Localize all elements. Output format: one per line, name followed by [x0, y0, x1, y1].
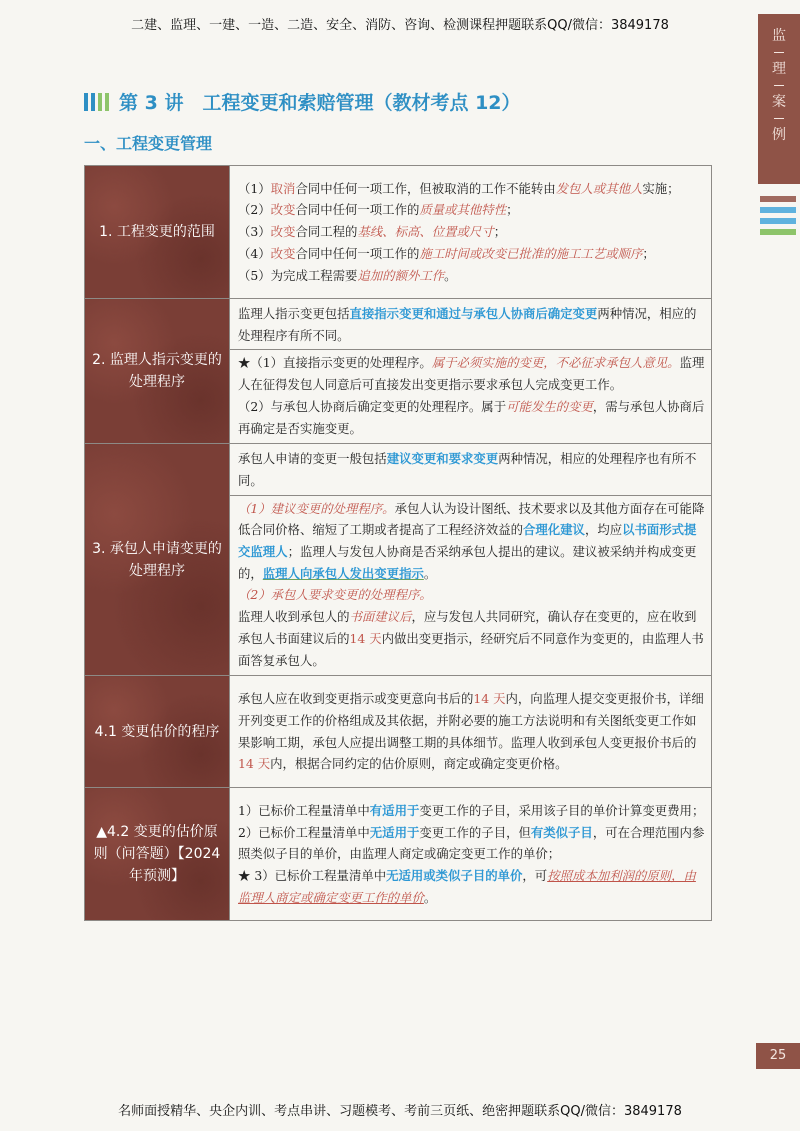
section-title: 一、工程变更管理 — [84, 134, 213, 153]
row-label: 4.1 变更估价的程序 — [85, 676, 230, 788]
row-content — [230, 299, 712, 444]
procedure-paragraph: ★（1）直接指示变更的处理程序。属于必须实施的变更，不必征求承包人意见。监理人在征得发包人同意后可直接发出变更指示要求承包人完成变更工作。 — [238, 355, 705, 393]
row-content — [230, 788, 712, 921]
side-chapter-tab — [758, 14, 800, 184]
row-label: 3. 承包人申请变更的处理程序 — [85, 444, 230, 676]
procedure-paragraph: 监理人收到承包人的书面建议后，应与发包人共同研究，确认存在变更的，应在收到承包人书面建议后的14 天内做出变更指示，经研究后不同意作为变更的，由监理人书面答复承包人。 — [238, 609, 704, 668]
procedure-paragraph: （2）与承包人协商后确定变更的处理程序。属于可能发生的变更，需与承包人协商后再确定是否实施变更。 — [238, 398, 705, 436]
row-intro: 监理人指示变更包括直接指示变更和通过与承包人协商后确定变更两种情况，相应的处理程序有所不同。 — [238, 306, 697, 343]
stripe — [760, 207, 796, 213]
principle-item: 1）已标价工程量清单中有适用于变更工作的子目，采用该子目的单价计算变更费用； — [238, 802, 705, 818]
scope-item: （4）改变合同中任何一项工作的施工时间或改变已批准的施工工艺或顺序； — [238, 245, 655, 261]
side-tab-char: 案 — [772, 94, 786, 110]
stripe — [760, 218, 796, 224]
valuation-procedure-text: 承包人应在收到变更指示或变更意向书后的14 天内，向监理人提交变更报价书，详细开列变更工作的价格组成及其依据，并附必要的施工方法说明和有关图纸变更工作如果影响工期，承包人应提出调整工期的具体细节。监理人收到承包人变更报价书后的14 天内，根据合同约定的估价原则，商定或确定变更价格。 — [238, 691, 704, 772]
side-color-stripes — [760, 196, 796, 240]
scope-item: （3）改变合同工程的基线、标高、位置或尺寸； — [238, 224, 507, 240]
side-tab-divider — [774, 85, 784, 86]
row-content — [230, 676, 712, 788]
stripe — [760, 196, 796, 202]
row-label: 2. 监理人指示变更的处理程序 — [85, 299, 230, 444]
heading-bars-icon — [84, 93, 109, 111]
side-tab-divider — [774, 52, 784, 53]
inner-divider — [230, 495, 711, 496]
principle-item: 2）已标价工程量清单中无适用于变更工作的子目，但有类似子目，可在合理范围内参照类似子目的单价，由监理人商定或确定变更工作的单价； — [238, 824, 705, 862]
side-tab-divider — [774, 118, 784, 119]
row-intro: 承包人申请的变更一般包括建议变更和要求变更两种情况，相应的处理程序也有所不同。 — [238, 451, 697, 488]
side-tab-char: 理 — [772, 61, 786, 77]
lecture-title: 第 3 讲 工程变更和索赔管理（教材考点 12） — [119, 92, 521, 114]
table-row — [85, 676, 712, 788]
procedure-subtitle: （2）承包人要求变更的处理程序。 — [238, 587, 432, 603]
table-row — [85, 444, 712, 676]
header-ad-text: 二建、监理、一建、一造、二造、安全、消防、咨询、检测课程押题联系QQ/微信：3849178 — [131, 18, 669, 33]
table-row — [85, 166, 712, 299]
inner-divider — [230, 349, 711, 350]
lecture-heading — [84, 88, 521, 115]
scope-item: （2）改变合同中任何一项工作的质量或其他特性； — [238, 202, 519, 218]
principle-item: ★ 3）已标价工程量清单中无适用或类似子目的单价，可按照成本加利润的原则，由监理人商定或确定变更工作的单价。 — [238, 868, 696, 905]
procedure-paragraph: （1）建议变更的处理程序。承包人认为设计图纸、技术要求以及其他方面存在可能降低合同价格、缩短了工期或者提高了工程经济效益的合理化建议，均应以书面形式提交监理人；监理人与发包人协商是否采纳承包人提出的建议。建议被采纳并构成变更的，监理人向承包人发出变更指示。 — [238, 500, 705, 581]
row-label: 1. 工程变更的范围 — [85, 166, 230, 299]
change-management-table — [84, 165, 712, 921]
stripe — [760, 229, 796, 235]
table-row — [85, 299, 712, 444]
page-number: 25 — [756, 1043, 800, 1069]
row-content — [230, 166, 712, 299]
scope-item: （5）为完成工程需要追加的额外工作。 — [238, 267, 457, 283]
row-content — [230, 444, 712, 676]
table-row — [85, 788, 712, 921]
side-tab-char: 监 — [772, 28, 786, 44]
scope-item: （1）取消合同中任何一项工作，但被取消的工作不能转由发包人或其他人实施； — [238, 180, 680, 196]
row-label: ▲4.2 变更的估价原则（问答题）【2024 年预测】 — [85, 788, 230, 921]
footer-ad-text: 名师面授精华、央企内训、考点串讲、习题模考、考前三页纸、绝密押题联系QQ/微信：3849178 — [118, 1104, 682, 1119]
side-tab-char: 例 — [772, 127, 786, 143]
